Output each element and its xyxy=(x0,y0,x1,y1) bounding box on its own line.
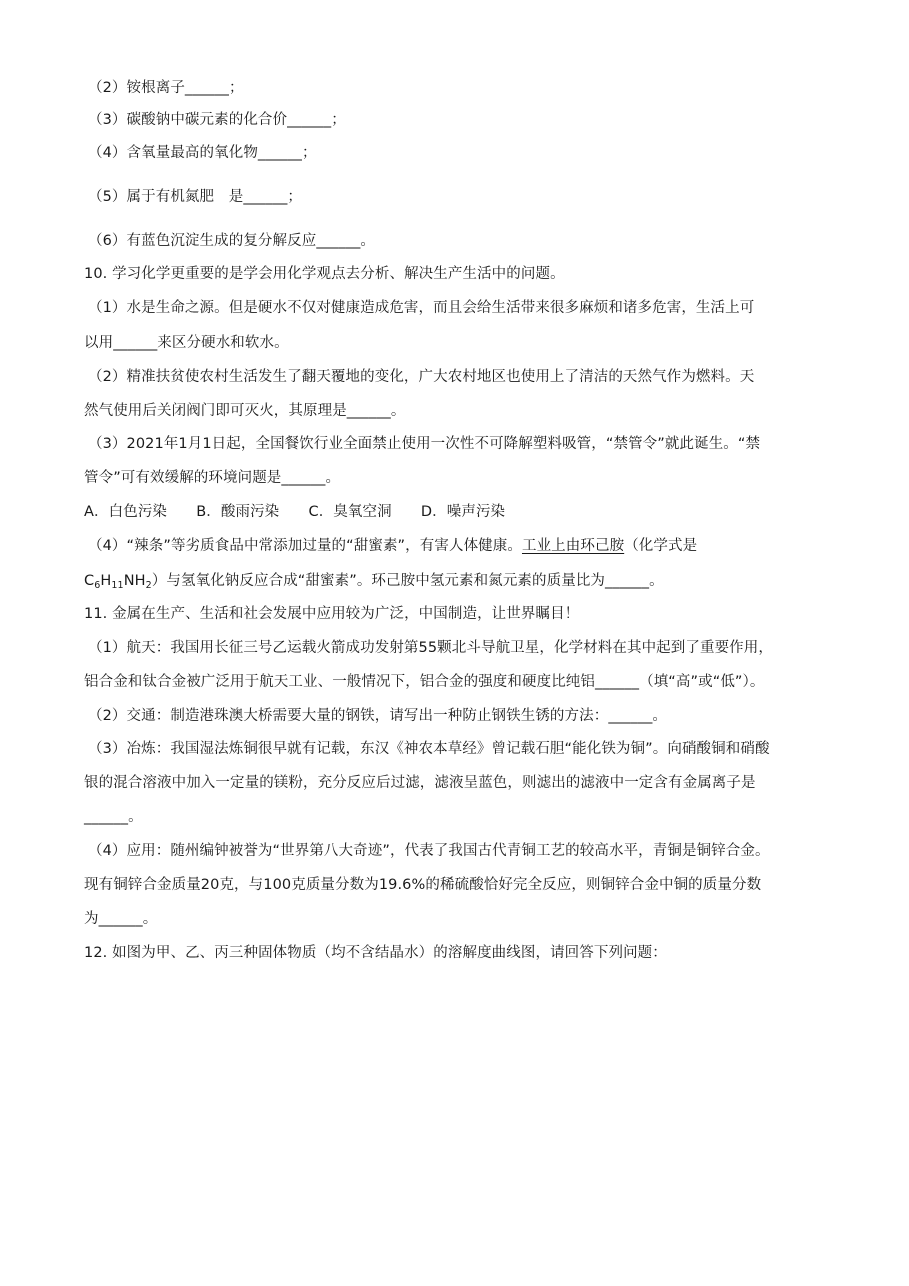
question-9-part-2: （2）铵根离子______； xyxy=(88,80,244,96)
question-9-part-3: （3）碳酸钠中碳元素的化合价______； xyxy=(88,112,346,128)
question-9-part-6: （6）有蓝色沉淀生成的复分解反应______。 xyxy=(88,233,376,249)
question-11-part-3-line-2: 银的混合溶液中加入一定量的镁粉，充分反应后过滤，滤液呈蓝色，则滤出的滤液中一定含有金属离子是 xyxy=(84,775,756,791)
question-9-part-4: （4）含氧量最高的氧化物______； xyxy=(88,145,317,161)
question-10-part-4-line-2 xyxy=(84,571,664,596)
question-10-part-1-line-1: （1）水是生命之源。但是硬水不仅对健康造成危害，而且会给生活带来很多麻烦和诸多危害，生活上可 xyxy=(88,300,755,316)
q10-4-tail: ）与氢氧化钠反应合成“甜蜜素”。环己胺中氢元素和氮元素的质量比为______。 xyxy=(151,573,664,589)
question-10-part-4-line-1 xyxy=(88,536,697,556)
q10-4-prefix: （4）“辣条”等劣质食品中常添加过量的“甜蜜素”，有害人体健康。 xyxy=(88,538,522,554)
formula-nh: NH xyxy=(123,573,146,589)
question-10-part-3-line-1: （3）2021年1月1日起，全国餐饮行业全面禁止使用一次性不可降解塑料吸管，“禁管令”就此诞生。“禁 xyxy=(88,436,761,452)
question-11-part-4-line-2: 现有铜锌合金质量20克，与100克质量分数为19.6%的稀硫酸恰好完全反应，则铜锌合金中铜的质量分数 xyxy=(84,877,762,893)
q10-4-suffix: （化学式是 xyxy=(624,538,698,554)
formula-sub-2: 2 xyxy=(145,580,152,591)
question-11-part-1-line-1: （1）航天：我国用长征三号乙运载火箭成功发射第55颗北斗导航卫星，化学材料在其中起到了重要作用， xyxy=(88,640,773,656)
q10-4-underlined: 工业上由环己胺 xyxy=(521,538,625,554)
question-12-stem: 12. 如图为甲、乙、丙三种固体物质（均不含结晶水）的溶解度曲线图，请回答下列问题： xyxy=(84,945,667,961)
question-10-part-1-line-2: 以用______来区分硬水和软水。 xyxy=(84,335,289,351)
question-11-part-1-line-2: 铝合金和钛合金被广泛用于航天工业、一般情况下，铝合金的强度和硬度比纯铝______（填“高”或“低”）。 xyxy=(84,674,765,690)
question-11-part-4-line-1: （4）应用：随州编钟被誉为“世界第八大奇迹”，代表了我国古代青铜工艺的较高水平，青铜是铜锌合金。 xyxy=(88,843,770,859)
question-10-part-3-options: A．白色污染 B．酸雨污染 C．臭氧空洞 D．噪声污染 xyxy=(84,504,506,520)
formula-sub-11: 11 xyxy=(111,580,124,591)
formula-sub-6: 6 xyxy=(94,580,101,591)
question-11-part-4-line-3: 为______。 xyxy=(84,911,158,927)
question-11-stem: 11. 金属在生产、生活和社会发展中应用较为广泛，中国制造，让世界瞩目！ xyxy=(84,606,580,622)
question-9-part-5: （5）属于有机氮肥 是______； xyxy=(88,189,303,205)
question-10-stem: 10. 学习化学更重要的是学会用化学观点去分析、解决生产生活中的问题。 xyxy=(84,266,565,282)
question-11-part-3-line-1: （3）冶炼：我国湿法炼铜很早就有记载，东汉《神农本草经》曾记载石胆“能化铁为铜”。向硝酸铜和硝酸 xyxy=(88,741,770,757)
formula-c: C xyxy=(84,573,95,589)
question-11-part-2: （2）交通：制造港珠澳大桥需要大量的钢铁，请写出一种防止钢铁生锈的方法：______。 xyxy=(88,708,668,724)
question-11-part-3-line-3: ______。 xyxy=(84,809,143,825)
question-10-part-2-line-1: （2）精准扶贫使农村生活发生了翻天覆地的变化，广大农村地区也使用上了清洁的天然气作为燃料。天 xyxy=(88,369,755,385)
question-10-part-2-line-2: 然气使用后关闭阀门即可灭火，其原理是______。 xyxy=(84,403,406,419)
question-10-part-3-line-2: 管令”可有效缓解的环境问题是______。 xyxy=(84,470,341,486)
formula-h: H xyxy=(100,573,112,589)
